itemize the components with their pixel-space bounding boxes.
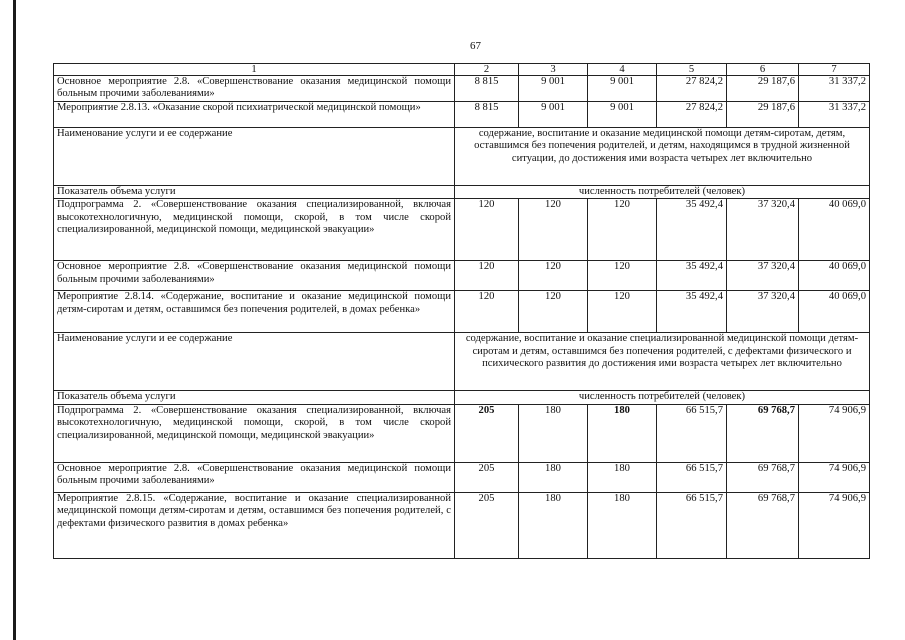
value-cell: 35 492,4 xyxy=(657,199,727,261)
value-cell: 180 xyxy=(519,492,588,558)
service-description: содержание, воспитание и оказание медицинской помощи детям-сиротам, детям, оставшимся без попечения родителей, и детям, находящимся в трудной жизненной ситуации, до достижения ими возраста четырех лет включительно xyxy=(455,128,870,186)
value-cell: 31 337,2 xyxy=(799,102,870,128)
value-cell: 37 320,4 xyxy=(727,199,799,261)
value-cell: 69 768,7 xyxy=(727,462,799,492)
table-row xyxy=(54,492,870,558)
value-cell: 66 515,7 xyxy=(657,404,727,462)
value-cell: 180 xyxy=(588,404,657,462)
table-row xyxy=(54,462,870,492)
value-cell: 31 337,2 xyxy=(799,76,870,102)
header-row xyxy=(54,64,870,76)
row-label: Основное мероприятие 2.8. «Совершенствование оказания медицинской помощи больным прочими заболеваниями» xyxy=(54,462,455,492)
value-cell: 35 492,4 xyxy=(657,261,727,291)
value-cell: 180 xyxy=(519,404,588,462)
value-cell: 9 001 xyxy=(519,102,588,128)
value-cell: 205 xyxy=(455,404,519,462)
header-cell: 7 xyxy=(799,64,870,76)
value-cell: 180 xyxy=(588,492,657,558)
indicator-row xyxy=(54,186,870,199)
row-label: Мероприятие 2.8.13. «Оказание скорой психиатрической медицинской помощи» xyxy=(54,102,455,128)
row-label: Наименование услуги и ее содержание xyxy=(54,128,455,186)
value-cell: 27 824,2 xyxy=(657,102,727,128)
scan-edge-shadow xyxy=(13,0,16,640)
value-cell: 120 xyxy=(588,291,657,333)
value-cell: 180 xyxy=(588,462,657,492)
page-number: 67 xyxy=(470,40,481,52)
indicator-description: численность потребителей (человек) xyxy=(455,186,870,199)
value-cell: 74 906,9 xyxy=(799,462,870,492)
table-row xyxy=(54,291,870,333)
value-cell: 120 xyxy=(519,291,588,333)
value-cell: 40 069,0 xyxy=(799,199,870,261)
row-label: Мероприятие 2.8.14. «Содержание, воспитание и оказание медицинской помощи детям-сиротам и детям, оставшимся без попечения родителей, в домах ребенка» xyxy=(54,291,455,333)
row-label: Подпрограмма 2. «Совершенствование оказания специализированной, включая высокотехнологичную, медицинской помощи, скорой, в том числе скорой специализированной, медицинской помощи, медицинской эвакуации» xyxy=(54,404,455,462)
row-label: Основное мероприятие 2.8. «Совершенствование оказания медицинской помощи больным прочими заболеваниями» xyxy=(54,261,455,291)
value-cell: 40 069,0 xyxy=(799,261,870,291)
value-cell: 9 001 xyxy=(519,76,588,102)
table-row xyxy=(54,261,870,291)
value-cell: 180 xyxy=(519,462,588,492)
value-cell: 74 906,9 xyxy=(799,492,870,558)
value-cell: 9 001 xyxy=(588,102,657,128)
value-cell: 120 xyxy=(455,199,519,261)
value-cell: 9 001 xyxy=(588,76,657,102)
service-row xyxy=(54,333,870,391)
value-cell: 66 515,7 xyxy=(657,462,727,492)
value-cell: 120 xyxy=(519,261,588,291)
value-cell: 66 515,7 xyxy=(657,492,727,558)
value-cell: 120 xyxy=(519,199,588,261)
value-cell: 40 069,0 xyxy=(799,291,870,333)
value-cell: 37 320,4 xyxy=(727,261,799,291)
table-row xyxy=(54,102,870,128)
value-cell: 8 815 xyxy=(455,76,519,102)
table-row xyxy=(54,404,870,462)
value-cell: 205 xyxy=(455,492,519,558)
value-cell: 74 906,9 xyxy=(799,404,870,462)
row-label: Основное мероприятие 2.8. «Совершенствование оказания медицинской помощи больным прочими заболеваниями» xyxy=(54,76,455,102)
row-label: Мероприятие 2.8.15. «Содержание, воспитание и оказание специализированной медицинской помощи детям-сиротам и детям, оставшимся без попечения родителей, с дефектами физического развития в домах ребенка» xyxy=(54,492,455,558)
row-label: Подпрограмма 2. «Совершенствование оказания специализированной, включая высокотехнологичную, медицинской помощи, скорой, в том числе скорой специализированной, медицинской помощи, медицинской эвакуации» xyxy=(54,199,455,261)
header-cell: 2 xyxy=(455,64,519,76)
header-cell: 6 xyxy=(727,64,799,76)
indicator-description: численность потребителей (человек) xyxy=(455,391,870,404)
header-cell: 5 xyxy=(657,64,727,76)
value-cell: 27 824,2 xyxy=(657,76,727,102)
value-cell: 8 815 xyxy=(455,102,519,128)
row-label: Показатель объема услуги xyxy=(54,186,455,199)
value-cell: 69 768,7 xyxy=(727,404,799,462)
value-cell: 29 187,6 xyxy=(727,102,799,128)
value-cell: 120 xyxy=(455,291,519,333)
value-cell: 120 xyxy=(588,261,657,291)
value-cell: 35 492,4 xyxy=(657,291,727,333)
header-cell: 3 xyxy=(519,64,588,76)
service-row xyxy=(54,128,870,186)
value-cell: 205 xyxy=(455,462,519,492)
header-cell: 4 xyxy=(588,64,657,76)
value-cell: 120 xyxy=(455,261,519,291)
value-cell: 29 187,6 xyxy=(727,76,799,102)
service-description: содержание, воспитание и оказание специализированной медицинской помощи детям-сиротам и детям, оставшимся без попечения родителей, с дефектами физического и психического развития до достижения ими возраста четырех лет включительно xyxy=(455,333,870,391)
indicator-row xyxy=(54,391,870,404)
value-cell: 37 320,4 xyxy=(727,291,799,333)
report-table xyxy=(53,63,870,559)
row-label: Показатель объема услуги xyxy=(54,391,455,404)
row-label: Наименование услуги и ее содержание xyxy=(54,333,455,391)
table-row xyxy=(54,199,870,261)
header-cell: 1 xyxy=(54,64,455,76)
value-cell: 120 xyxy=(588,199,657,261)
value-cell: 69 768,7 xyxy=(727,492,799,558)
table-row xyxy=(54,76,870,102)
